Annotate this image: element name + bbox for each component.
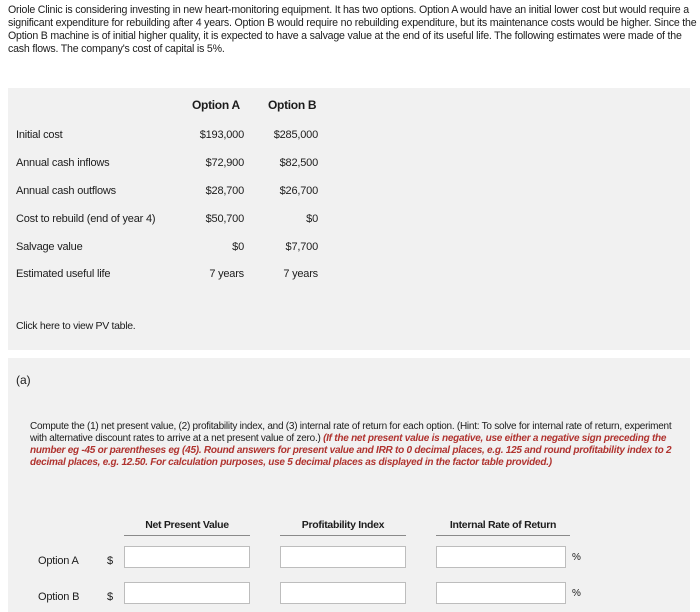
option-a-annual-outflows: $28,700 [205, 185, 244, 197]
pi-header-rule [280, 535, 406, 536]
option-b-percent-sign: % [572, 588, 581, 599]
row-label-rebuild-cost: Cost to rebuild (end of year 4) [16, 213, 156, 225]
option-a-useful-life: 7 years [209, 268, 244, 280]
instructions-plain: Compute the (1) net present value, (2) profitability index, and (3) internal rate of return for each option. (Hint: To solve for internal rate of return, experiment with alternative discount rates to arrive at a net present value of zero.) [30, 421, 672, 444]
option-b-annual-outflows: $26,700 [279, 185, 318, 197]
pv-table-link[interactable]: Click here to view PV table. [16, 320, 136, 332]
option-a-npv-input[interactable] [124, 546, 250, 568]
option-b-annual-inflows: $82,500 [279, 157, 318, 169]
option-b-npv-input[interactable] [124, 582, 250, 604]
option-b-irr-input[interactable] [436, 582, 566, 604]
problem-intro: Oriole Clinic is considering investing in new heart-monitoring equipment. It has two options. Option A would have an initial lower cost but would require a significant expenditure for rebuilding after 4 years. Option B would require no rebuilding expenditure, but its maintenance costs would be higher. Since the Option B machine is of initial higher quality, it is expected to have a salvage value at the end of its useful life. The following estimates were made of the cash flows. The company's cost of capital is 5%. [8, 4, 697, 55]
option-b-useful-life: 7 years [283, 268, 318, 280]
option-a-pi-input[interactable] [280, 546, 406, 568]
option-a-salvage-value: $0 [232, 241, 244, 253]
option-b-salvage-value: $7,700 [285, 241, 318, 253]
pi-column-header: Profitability Index [301, 519, 385, 531]
option-a-annual-inflows: $72,900 [205, 157, 244, 169]
instructions-rounding-note: (If the net present value is negative, use either a negative sign preceding the number eg -45 or parentheses eg (45). Round answers for present value and IRR to 0 decimal places, e.g. 125 and round profitability index to 2 decimal places, e.g. 12.50. For calculation purposes, use 5 decimal places as displayed in the factor table provided.) [30, 433, 672, 468]
option-a-irr-input[interactable] [436, 546, 566, 568]
row-label-salvage-value: Salvage value [16, 241, 83, 253]
option-a-initial-cost: $193,000 [199, 129, 244, 141]
option-a-header: Option A [192, 98, 240, 112]
question-panel [8, 358, 690, 612]
row-label-annual-outflows: Annual cash outflows [16, 185, 116, 197]
option-b-initial-cost: $285,000 [273, 129, 318, 141]
part-label: (a) [16, 373, 31, 387]
option-b-pi-input[interactable] [280, 582, 406, 604]
option-a-dollar-sign: $ [107, 555, 114, 567]
row-label-annual-inflows: Annual cash inflows [16, 157, 110, 169]
npv-column-header: Net Present Value [145, 519, 229, 531]
instructions [30, 421, 680, 469]
option-b-dollar-sign: $ [107, 591, 114, 603]
row-label-initial-cost: Initial cost [16, 129, 63, 141]
irr-header-rule [436, 535, 570, 536]
option-b-rebuild-cost: $0 [306, 213, 318, 225]
row-label-useful-life: Estimated useful life [16, 268, 111, 280]
irr-column-header: Internal Rate of Return [449, 519, 557, 531]
option-b-row-label: Option B [38, 591, 80, 603]
option-a-row-label: Option A [38, 555, 79, 567]
npv-header-rule [124, 535, 250, 536]
option-a-rebuild-cost: $50,700 [205, 213, 244, 225]
option-b-header: Option B [268, 98, 317, 112]
option-a-percent-sign: % [572, 552, 581, 563]
